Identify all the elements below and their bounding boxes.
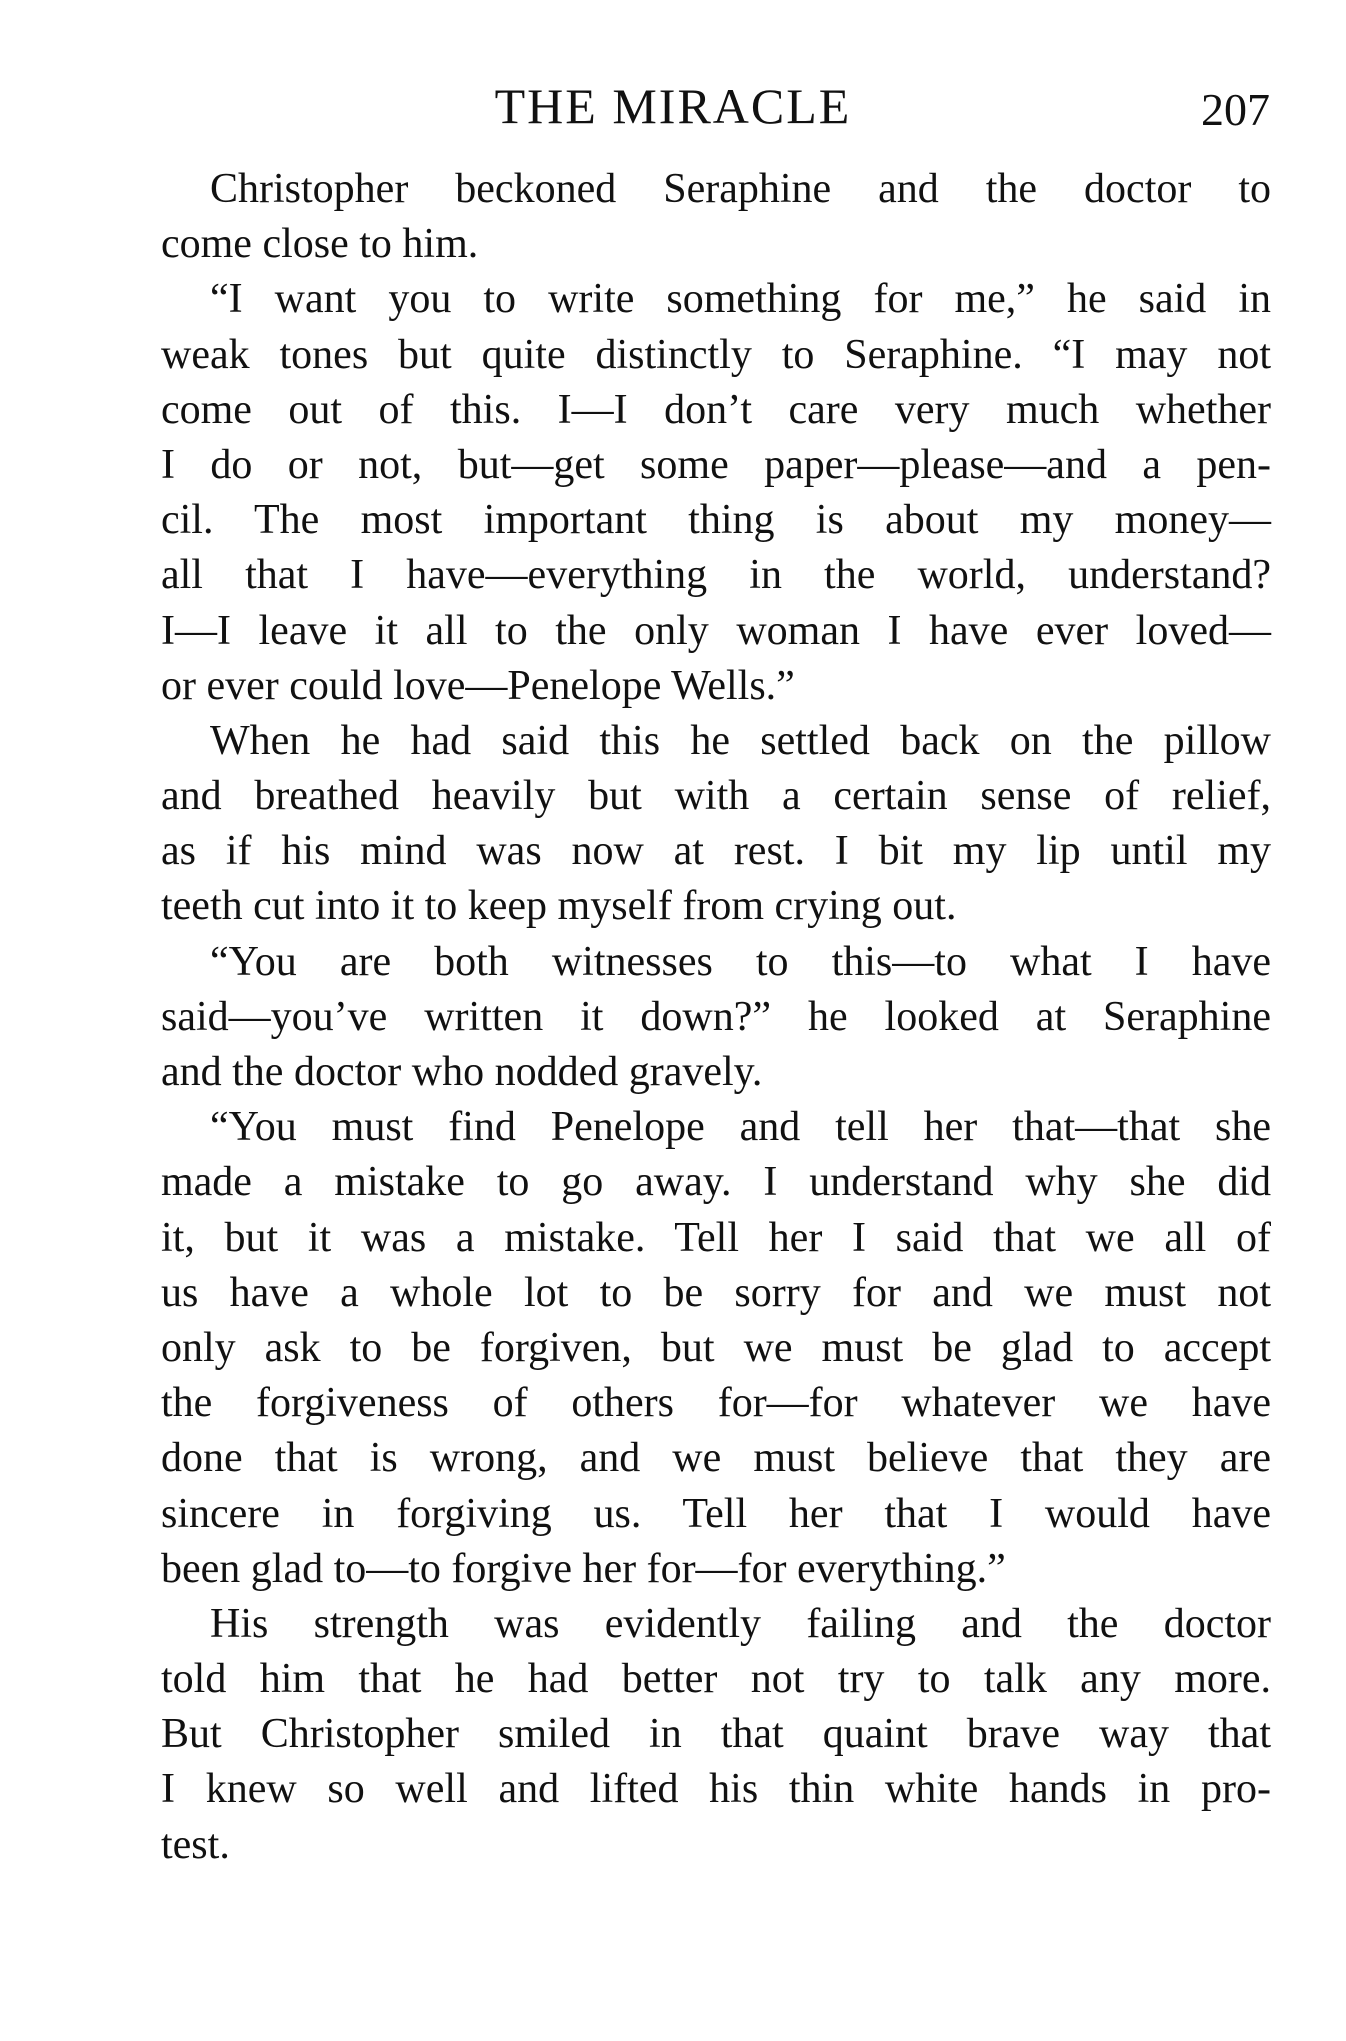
text-line: only ask to be forgiven, but we must be glad to accept [161,1324,1271,1371]
text-line: test. [161,1821,230,1868]
text-line: weak tones but quite distinctly to Seraphine. “I may not [161,331,1271,378]
text-line: done that is wrong, and we must believe that they are [161,1435,1271,1482]
text-line: been glad to—to forgive her for—for everything.” [161,1545,1006,1592]
text-line: the forgiveness of others for—for whatever we have [161,1380,1271,1427]
text-line: as if his mind was now at rest. I bit my lip until my [161,828,1271,875]
text-line: “You must find Penelope and tell her that—that she [210,1104,1271,1151]
text-line: it, but it was a mistake. Tell her I said that we all of [161,1214,1271,1261]
text-line: come out of this. I—I don’t care very much whether [161,386,1271,433]
text-line: I do or not, but—get some paper—please—and a pen- [161,441,1271,488]
text-line: and the doctor who nodded gravely. [161,1049,763,1095]
text-line: I knew so well and lifted his thin white hands in pro- [161,1766,1271,1813]
text-line: Christopher beckoned Seraphine and the doctor to [210,166,1271,212]
text-line: told him that he had better not try to talk any more. [161,1656,1271,1703]
text-line: and breathed heavily but with a certain sense of relief, [161,773,1271,820]
text-line: cil. The most important thing is about my money— [161,497,1271,544]
text-line: When he had said this he settled back on the pillow [210,717,1271,764]
text-line: all that I have—everything in the world, understand? [161,552,1271,599]
text-line: But Christopher smiled in that quaint brave way that [161,1711,1271,1758]
text-line: made a mistake to go away. I understand why she did [161,1159,1271,1206]
text-line: I—I leave it all to the only woman I have ever loved— [161,607,1271,654]
text-line: teeth cut into it to keep myself from crying out. [161,883,957,930]
text-line: “I want you to write something for me,” he said in [210,276,1271,323]
text-line: His strength was evidently failing and the doctor [210,1600,1271,1647]
running-title: THE MIRACLE [494,78,852,134]
text-line: or ever could love—Penelope Wells.” [161,662,795,709]
text-line: come close to him. [161,221,479,268]
text-line: us have a whole lot to be sorry for and we must not [161,1269,1271,1316]
body-text [161,162,1271,1873]
page-number: 207 [1201,84,1270,135]
text-line: sincere in forgiving us. Tell her that I would have [161,1490,1271,1537]
text-line: “You are both witnesses to this—to what I have [210,938,1271,985]
text-line: said—you’ve written it down?” he looked at Seraphine [161,993,1271,1040]
